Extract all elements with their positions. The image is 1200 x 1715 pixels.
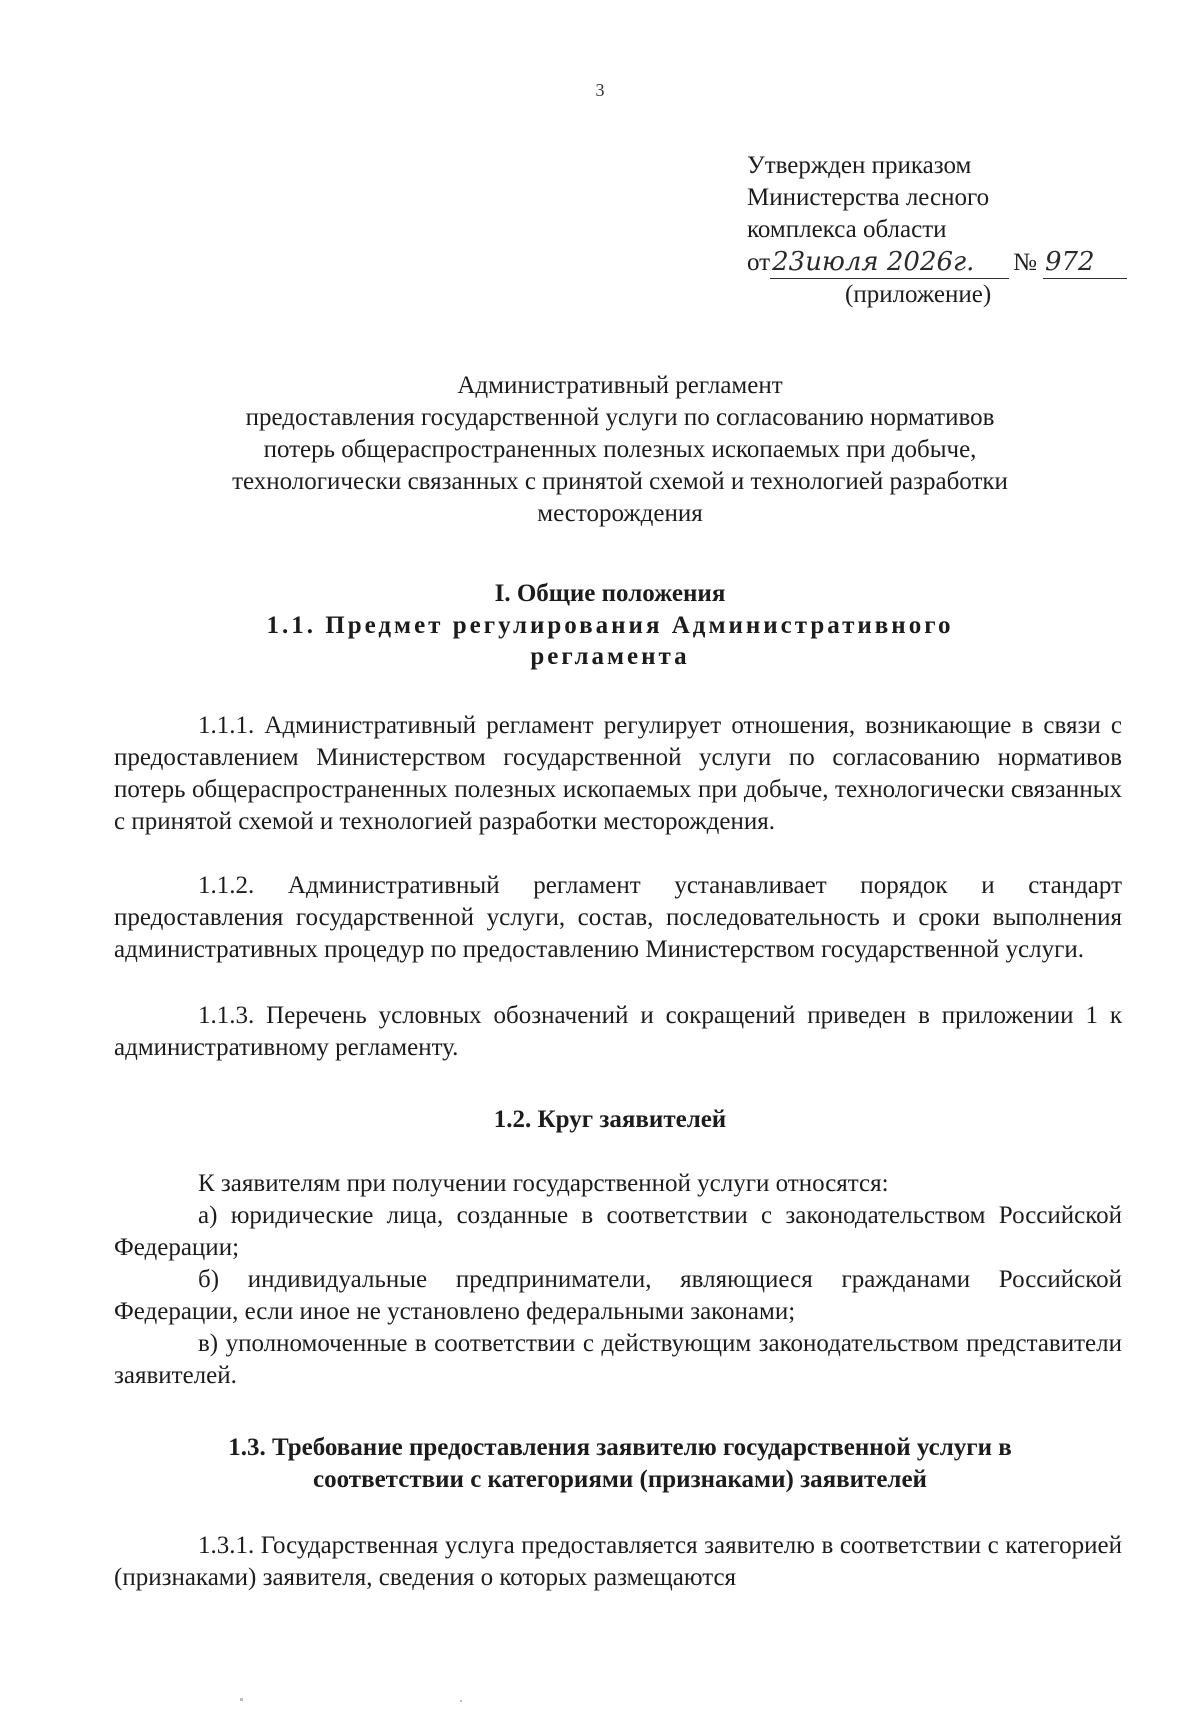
handwritten-date: 23июля 2026г. [770,246,1009,279]
paragraph-1-1-2: 1.1.2. Административный регламент устанавливает порядок и стандарт предоставления государственной услуги, состав, последовательность и сроки выполнения административных процедур по предоставлению Министерством государственной услуги. [114,872,1122,963]
title-line-1: Административный регламент [457,372,783,399]
applicants-intro: К заявителям при получении государственной услуги относятся: [198,1170,889,1197]
approval-date-number-line [747,246,1127,279]
title-line-2: предоставления государственной услуги по согласованию нормативов [245,404,995,431]
paragraph-1-3-1: 1.3.1. Государственная услуга предоставляется заявителю в соответствии с категорией (признаками) заявителя, сведения о которых размещаются [114,1532,1122,1591]
approval-line-2: Министерства лесного [747,184,990,211]
section-1-1-heading-line-1: 1.1. Предмет регулирования Административного [266,612,954,639]
approval-line-1: Утвержден приказом [747,152,972,179]
page-number: 3 [595,80,605,100]
section-1-3-heading-line-1: 1.3. Требование предоставления заявителю государственной услуги в [228,1434,1012,1461]
document-title [140,370,1100,530]
title-line-3: потерь общераспространенных полезных ископаемых при добыче, [263,436,977,463]
applicant-item-b: б) индивидуальные предприниматели, являющиеся гражданами Российской Федерации, если иное не установлено федеральными законами; [114,1266,1122,1325]
approval-line-3: комплекса области [747,216,947,243]
paragraph-1-1-3: 1.1.3. Перечень условных обозначений и сокращений приведен в приложении 1 к административному регламенту. [114,1002,1122,1061]
section-1-3-heading-line-2: соответствии с категориями (признаками) заявителей [313,1466,927,1493]
section-1-2-heading: 1.2. Круг заявителей [493,1106,727,1133]
applicant-item-c: в) уполномоченные в соответствии с действующим законодательством представители заявителей. [114,1330,1122,1389]
from-prefix: от [747,249,771,276]
scan-speck [460,1700,462,1702]
scan-speck [240,1698,243,1701]
applicant-item-a: а) юридические лица, созданные в соответствии с законодательством Российской Федерации; [114,1202,1122,1261]
paragraph-1-1-1: 1.1.1. Административный регламент регулирует отношения, возникающие в связи с предоставлением Министерством государственной услуги по согласованию нормативов потерь общераспространенных полезных ископаемых при добыче, технологически связанных с принятой схемой и технологией разработки месторождения. [114,712,1122,835]
section-1-heading: I. Общие положения [494,580,726,607]
number-prefix: № [1013,249,1037,276]
title-line-5: месторождения [537,500,703,527]
appendix-label: (приложение) [845,281,992,308]
title-line-4: технологически связанных с принятой схемой и технологией разработки [232,468,1008,495]
section-1-1-heading-line-2: регламента [530,643,690,670]
approval-stamp-block [747,150,1127,311]
handwritten-number: 972 [1043,246,1127,279]
